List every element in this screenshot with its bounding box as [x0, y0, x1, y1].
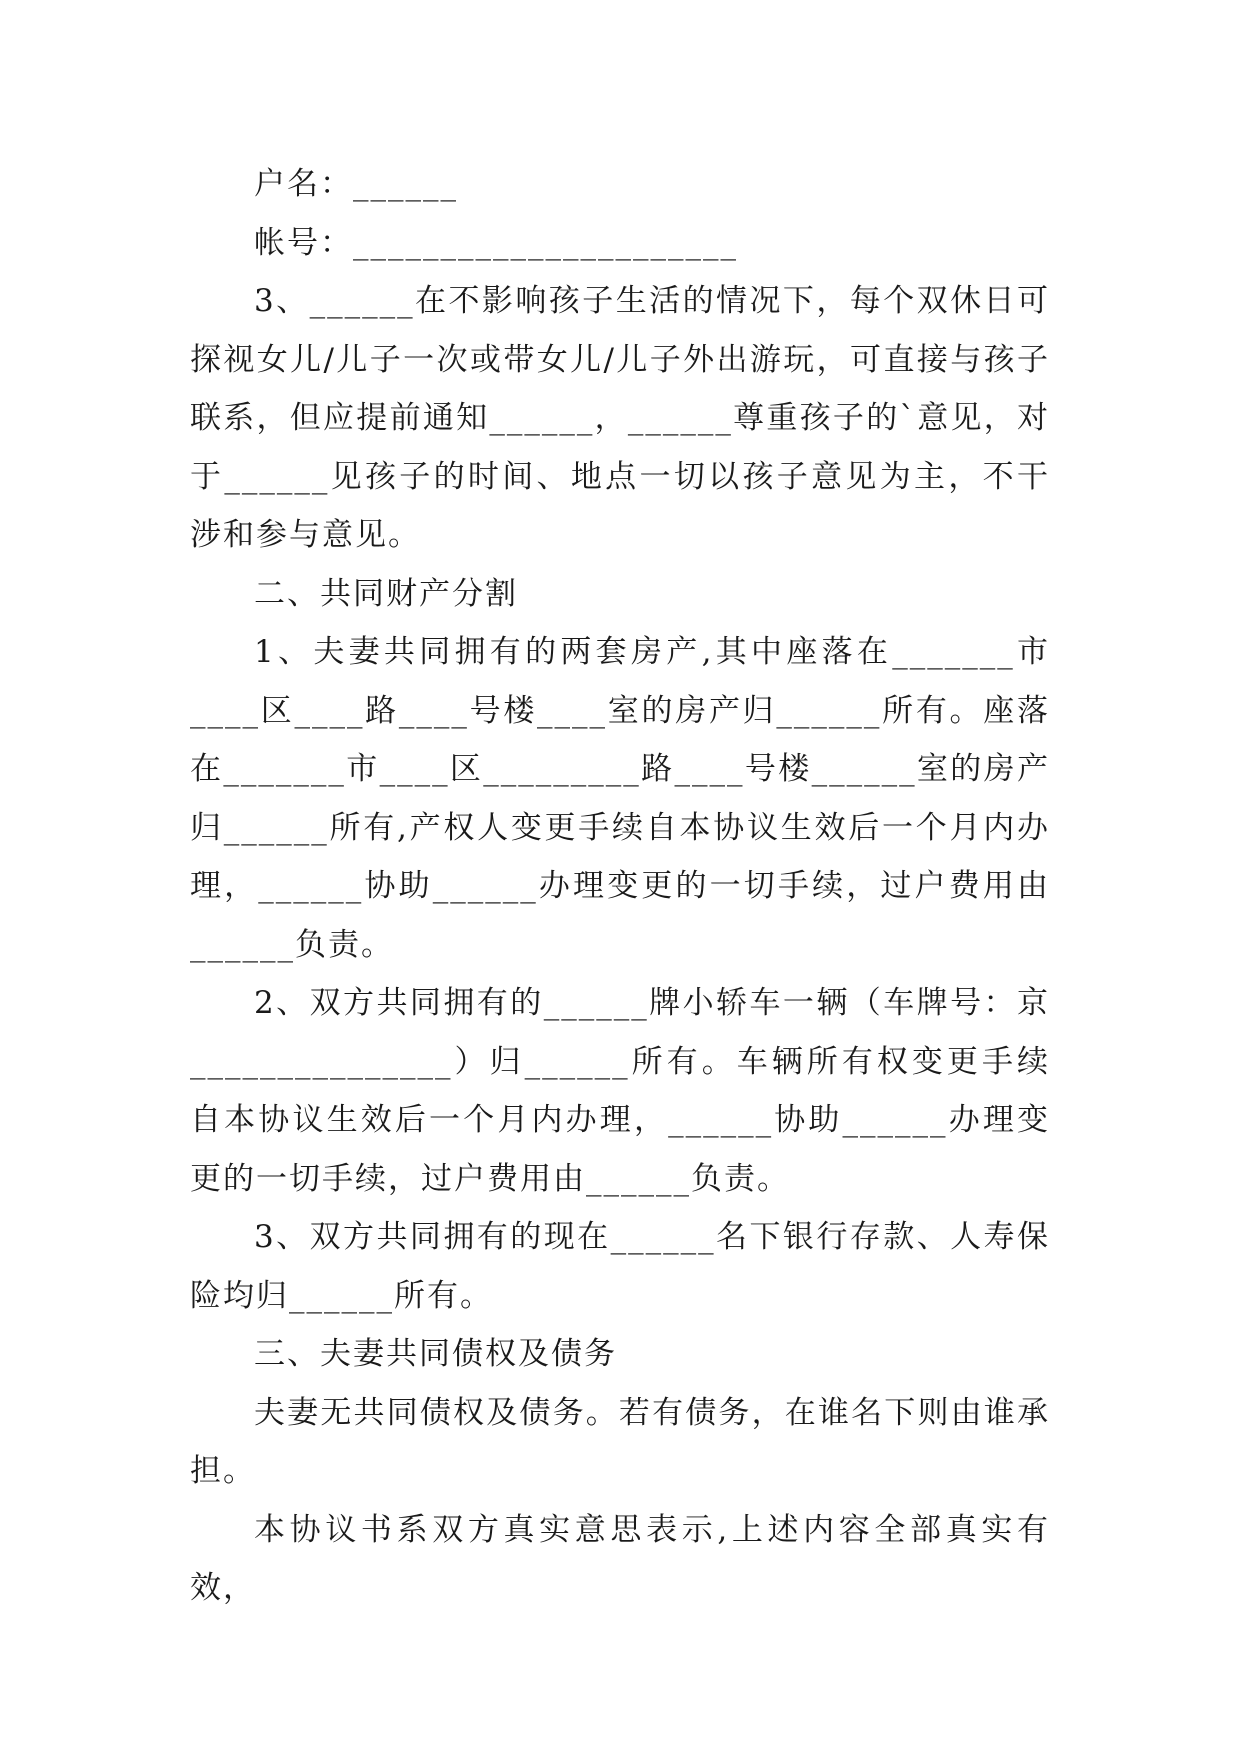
account-name-line: 户名：______: [254, 166, 458, 202]
section-heading-debts: 三、夫妻共同债权及债务: [254, 1336, 617, 1372]
document-body: [190, 155, 1050, 1618]
visitation-clause: 3、______在不影响孩子生活的情况下，每个双休日可探视女儿/儿子一次或带女儿/儿子外出游玩，可直接与孩子联系，但应提前通知______，______尊重孩子的`意见，对于______见孩子的时间、地点一切以孩子意见为主，不干涉和参与意见。: [190, 283, 1050, 553]
closing-statement: 本协议书系双方真实意思表示,上述内容全部真实有效，: [190, 1511, 1050, 1606]
account-number-line: 帐号：______________________: [254, 224, 738, 261]
section-heading-property: 二、共同财产分割: [254, 575, 518, 612]
property-clause-vehicle: 2、双方共同拥有的______牌小轿车一辆（车牌号：京_______________）归______所有。车辆所有权变更手续自本协议生效后一个月内办理，______协助______办理变更的一切手续，过户费用由______负责。: [190, 985, 1050, 1197]
property-clause-housing: 1、夫妻共同拥有的两套房产,其中座落在_______市____区____路____号楼____室的房产归______所有。座落在_______市____区_________路____号楼______室的房产归______所有,产权人变更手续自本协议生效后一个月内办理，______协助______办理变更的一切手续，过户费用由______负责。: [190, 634, 1050, 963]
debts-clause: 夫妻无共同债权及债务。若有债务，在谁名下则由谁承担。: [190, 1394, 1050, 1489]
property-clause-deposits: 3、双方共同拥有的现在______名下银行存款、人寿保险均归______所有。: [190, 1219, 1050, 1314]
